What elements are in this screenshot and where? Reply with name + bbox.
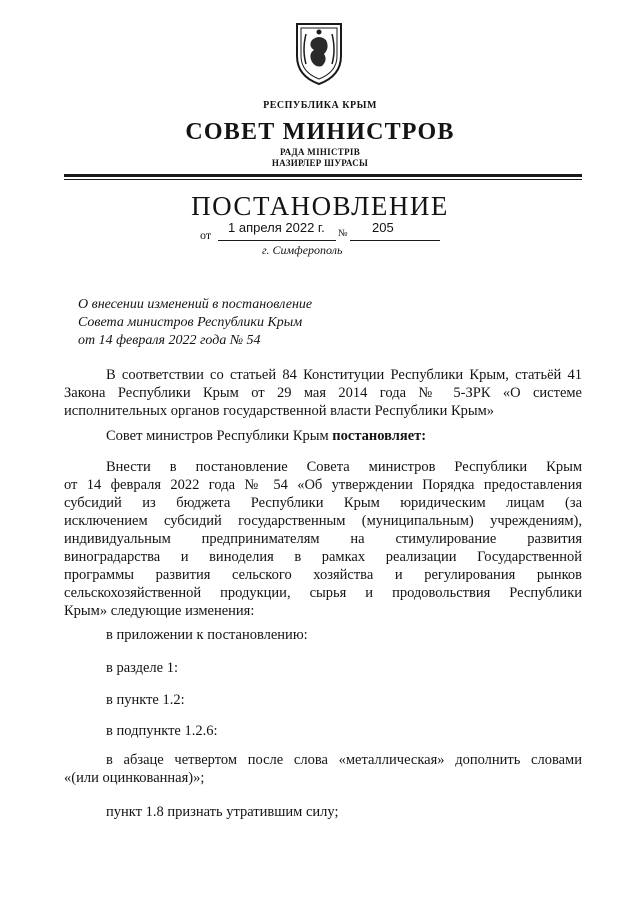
paragraph-line: Крым» следующие изменения: <box>64 603 255 619</box>
number-sign: № <box>338 228 348 239</box>
item-appendix: в приложении к постановлению: <box>106 627 308 643</box>
paragraph-line: Внести в постановление Совета министров Республики Крым <box>106 459 582 475</box>
decree-number: 205 <box>372 220 394 235</box>
subject-line: О внесении изменений в постановление <box>78 297 313 312</box>
header-divider-thin <box>64 179 582 180</box>
council-title: СОВЕТ МИНИСТРОВ <box>185 119 455 145</box>
paragraph-line: субсидий из бюджета Республики Крым юридическим лицам (за <box>64 495 582 511</box>
date-from-label: от <box>200 228 212 242</box>
decree-subject <box>78 296 378 350</box>
decree-date-number-row <box>200 220 440 242</box>
paragraph-line: исключением субсидий государственным (муниципальным) учреждениям), <box>64 513 582 529</box>
subject-line: Совета министров Республики Крым <box>78 315 303 330</box>
paragraph-line: В соответствии со статьей 84 Конституции Республики Крым, статьёй 41 <box>106 367 582 383</box>
header-divider-thick <box>64 174 582 177</box>
preamble-paragraph <box>64 366 582 420</box>
decree-city: г. Симферополь <box>262 243 343 257</box>
council-title-crimean-tatar: НАЗИРЛЕР ШУРАСЫ <box>271 158 369 168</box>
paragraph-line: сельскохозяйственной продукции, сырья и продовольствия Республики <box>64 585 582 601</box>
paragraph-line: программы развития сельского хозяйства и регулирования рынков <box>64 567 582 583</box>
paragraph-line: «(или оцинкованная)»; <box>64 770 205 786</box>
paragraph-line: виноградарства и виноделия в рамках реализации Государственной <box>64 549 582 565</box>
coat-of-arms-emblem <box>292 20 346 86</box>
item-repeal: пункт 1.8 признать утратившим силу; <box>106 804 339 820</box>
paragraph-line: исполнительных органов государственной власти Республики Крым» <box>64 403 495 419</box>
resolves-bold: постановляет: <box>332 428 427 444</box>
date-underline <box>218 240 336 241</box>
resolves-text: Совет министров Республики Крым <box>106 428 333 444</box>
paragraph-line: индивидуальным предпринимателям на стимулирование развития <box>64 531 582 547</box>
decree-title: ПОСТАНОВЛЕНИЕ <box>191 191 449 221</box>
item-subpoint: в подпункте 1.2.6: <box>106 723 218 739</box>
paragraph-line: Закона Республики Крым от 29 мая 2014 года № 5-ЗРК «О системе <box>64 385 582 401</box>
subject-line: от 14 февраля 2022 года № 54 <box>78 333 261 348</box>
paragraph-line: от 14 февраля 2022 года № 54 «Об утверждении Порядка предоставления <box>64 477 582 493</box>
abzac-paragraph <box>64 751 582 787</box>
paragraph-line: в абзаце четвертом после слова «металлическая» дополнить словами <box>106 752 582 768</box>
item-section: в разделе 1: <box>106 660 179 676</box>
resolves-line <box>106 427 426 445</box>
item-point: в пункте 1.2: <box>106 692 185 708</box>
republic-name: РЕСПУБЛИКА КРЫМ <box>263 100 377 111</box>
decree-date: 1 апреля 2022 г. <box>228 220 325 235</box>
amendment-paragraph <box>64 458 582 620</box>
council-title-ukrainian: РАДА МІНІСТРІВ <box>280 147 360 157</box>
number-underline <box>350 240 440 241</box>
